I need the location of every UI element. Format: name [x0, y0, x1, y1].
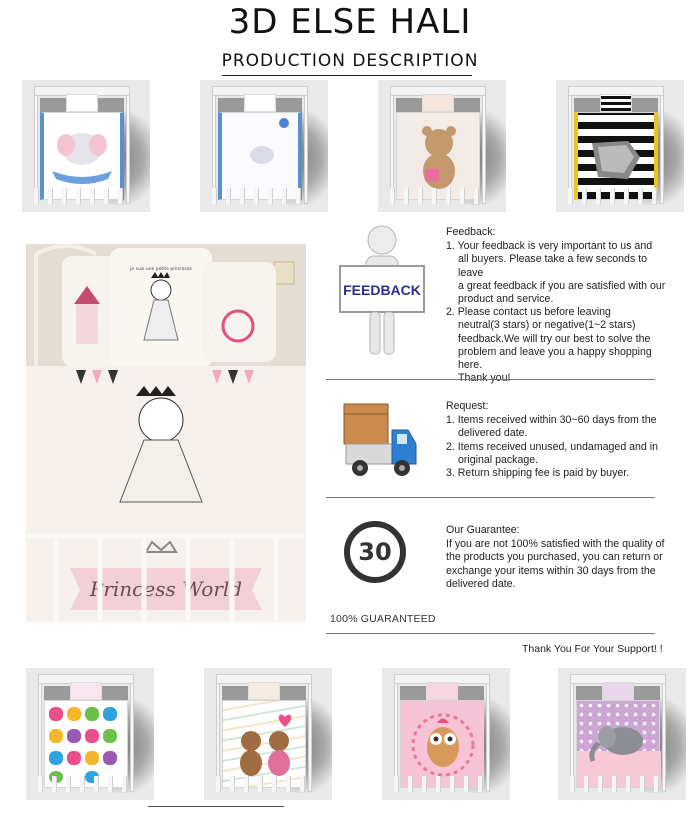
bottom-divider	[148, 806, 284, 807]
product-thumb-zebra-stripes[interactable]	[556, 80, 684, 212]
section-divider	[326, 497, 655, 498]
zebra-design-icon	[578, 113, 654, 199]
subtitle-underline	[222, 75, 472, 76]
main-product-photo	[26, 244, 306, 622]
guarantee-text	[446, 524, 666, 591]
feedback-item-2-line-2: neutral(3 stars) or negative(1~2 stars)	[458, 319, 636, 332]
request-text	[446, 400, 666, 480]
feedback-item-2-line-3: feedback.We will try our best to solve the	[458, 332, 651, 345]
elephant-ribbon-design-icon	[44, 113, 120, 199]
product-thumb-owls[interactable]	[26, 668, 154, 800]
pink-owl-design-icon	[401, 701, 485, 787]
product-thumb-teddy-bear[interactable]	[378, 80, 506, 212]
feedback-figure-icon	[336, 224, 428, 360]
product-thumb-elephant-ribbon[interactable]	[22, 80, 150, 212]
elephant-polka-design-icon	[577, 701, 661, 787]
pillow-caption: je suis une petite princesse	[130, 267, 192, 272]
feedback-item-1-line-3: a great feedback if you are satisfied with our	[458, 279, 666, 292]
teddy-couple-design-icon	[223, 701, 307, 787]
guarantee-line-1: If you are not 100% satisfied with the quality of	[446, 538, 665, 551]
feedback-item-1-line-4: product and service.	[458, 293, 554, 306]
request-item-3: 3. Return shipping fee is paid by buyer.	[446, 467, 630, 480]
elephant-moon-design-icon	[222, 113, 298, 199]
brand-title: 3D ELSE HALI	[228, 2, 472, 42]
request-item-1-line-1: 1. Items received within 30~60 days from the	[446, 414, 657, 427]
product-thumb-teddy-couple[interactable]	[204, 668, 332, 800]
guarantee-line-2: the products you purchased, you can return or	[446, 551, 663, 564]
request-item-1-line-2: delivered date.	[458, 427, 528, 440]
product-thumb-pink-owl[interactable]	[382, 668, 510, 800]
request-heading: Request:	[446, 400, 489, 412]
product-thumb-elephant-moon[interactable]	[200, 80, 328, 212]
page-subtitle: PRODUCTION DESCRIPTION	[221, 51, 479, 71]
guaranteed-caption: 100% GUARANTEED	[330, 613, 436, 625]
delivery-truck-icon	[342, 400, 418, 480]
feedback-heading: Feedback:	[446, 226, 496, 238]
feedback-item-1-line-2: all buyers. Please take a few seconds to leave	[458, 253, 648, 279]
guarantee-line-4: delivered date.	[446, 577, 516, 590]
feedback-item-2-line-4: problem and leave you a happy shopping here.	[458, 345, 652, 372]
owls-pattern-design-icon	[45, 701, 129, 787]
feedback-item-2-line-1: 2. Please contact us before leaving	[446, 306, 611, 319]
teddy-bear-design-icon	[397, 113, 481, 199]
feedback-item-1-line-1: 1. Your feedback is very important to us and	[446, 240, 653, 253]
banner-caption: Princess World	[89, 577, 243, 601]
request-item-2-line-1: 2. Items received unused, undamaged and in	[446, 440, 659, 453]
product-thumb-elephant-polka[interactable]	[558, 668, 686, 800]
thank-you-note: Thank You For Your Support! !	[522, 643, 663, 655]
feedback-text	[446, 226, 666, 385]
guarantee-line-3: exchange your items within 30 days from the	[446, 564, 656, 577]
section-divider	[326, 633, 655, 634]
section-divider	[326, 379, 655, 380]
guarantee-heading: Our Guarantee:	[446, 524, 520, 536]
request-item-2-line-2: original package.	[458, 453, 539, 466]
thirty-day-badge-icon: 30	[344, 521, 406, 583]
feedback-sign-label: FEEDBACK	[343, 282, 421, 298]
